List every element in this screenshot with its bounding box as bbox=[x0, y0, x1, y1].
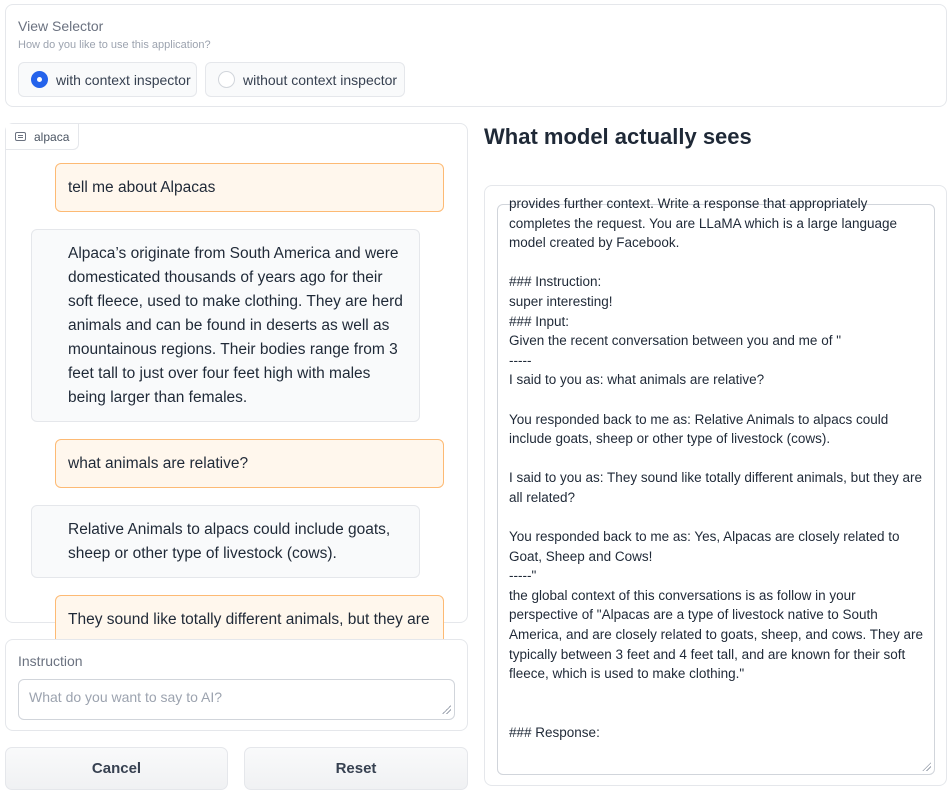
chatbot-label bbox=[6, 124, 79, 150]
chatbot-panel[interactable] bbox=[5, 123, 468, 628]
context-text: provides further context. Write a response that appropriately completes the request. You are LLaMA which is a large language model created by Facebook. ### Instruction: super interesting! ### Input: Given the recent conversation between you and me of " ----- I said to you as: what animals are relative? You responded back to me as: Relative Animals to alpacs could include goats, sheep or other type of livestock (cows). I said to you as: They sound like totally different animals, but they are all related? You responded back to me as: Yes, Alpacas are closely related to Goat, Sheep and Cows! -----" the global context of this conversations is as follow in your perspective of "Alpacas are a type of livestock native to South America, and are closely related to goats, sheep, and cows. They are typically between 3 feet and 4 feet tall, and are known for their soft fleece, which is used to make clothing." ### Response: bbox=[509, 196, 923, 741]
radio-label: without context inspector bbox=[243, 71, 398, 88]
bot-message: Relative Animals to alpacs could include goats, sheep or other type of livestock (cows). bbox=[31, 505, 420, 578]
reset-button[interactable]: Reset bbox=[244, 747, 468, 790]
radio-unselected-icon[interactable] bbox=[218, 71, 235, 88]
bot-message: Alpaca’s originate from South America and were domesticated thousands of years ago for their soft fleece, used to make clothing. They are herd animals and can be found in deserts as well as mountainous regions. Their bodies range from 3 feet tall to just over four feet high with males being larger than females. bbox=[31, 229, 420, 422]
context-title: What model actually sees bbox=[484, 124, 752, 149]
chat-icon bbox=[15, 132, 26, 141]
view-selector bbox=[5, 4, 947, 107]
radio-label: with context inspector bbox=[56, 71, 191, 88]
instruction-textarea[interactable]: What do you want to say to AI? bbox=[18, 679, 455, 720]
radio-selected-icon[interactable] bbox=[31, 71, 48, 88]
resize-grip-icon[interactable] bbox=[922, 762, 931, 771]
view-selector-title: View Selector bbox=[18, 18, 104, 34]
resize-grip-icon[interactable] bbox=[442, 705, 451, 714]
context-textarea[interactable] bbox=[497, 196, 935, 775]
instruction-label: Instruction bbox=[18, 653, 83, 669]
radio-without-context-inspector[interactable] bbox=[205, 62, 405, 97]
user-message: They sound like totally different animals, but they are bbox=[55, 595, 444, 655]
instruction-block bbox=[5, 639, 468, 731]
chatbot-label-text: alpaca bbox=[34, 129, 70, 144]
cancel-button[interactable]: Cancel bbox=[5, 747, 228, 790]
user-message: what animals are relative? bbox=[55, 439, 444, 488]
view-selector-subtitle: How do you like to use this application? bbox=[18, 39, 211, 51]
radio-with-context-inspector[interactable] bbox=[18, 62, 197, 97]
user-message: tell me about Alpacas bbox=[55, 163, 444, 212]
context-panel bbox=[484, 185, 947, 786]
